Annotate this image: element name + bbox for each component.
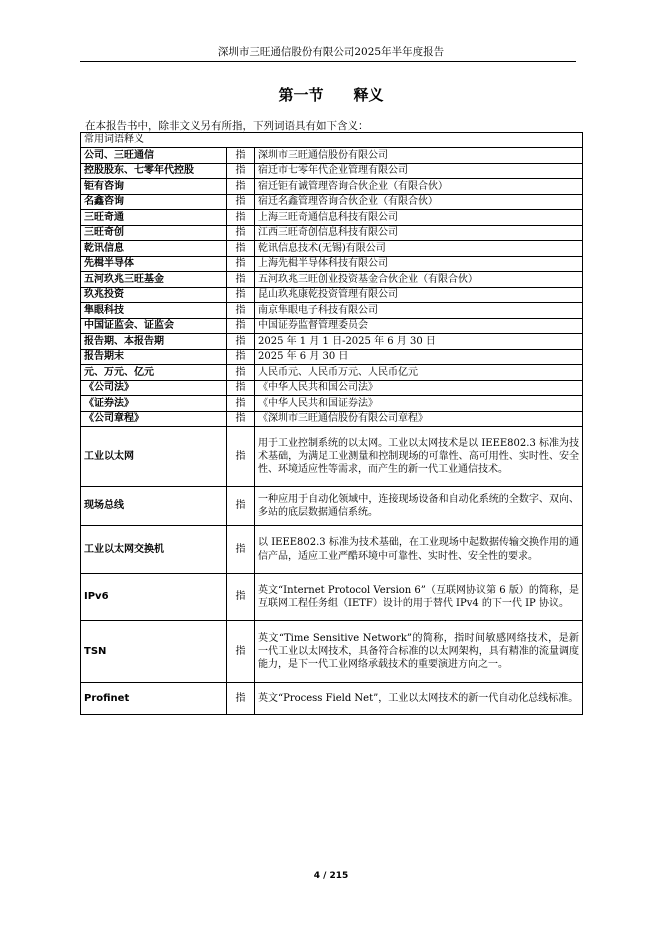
definition-cell: 宿迁市七零年代企业管理有限公司 bbox=[255, 163, 583, 179]
refers-cell: 指 bbox=[227, 349, 255, 365]
refers-cell: 指 bbox=[227, 303, 255, 319]
term-cell: 工业以太网交换机 bbox=[81, 526, 227, 574]
term-cell: 《公司法》 bbox=[81, 380, 227, 396]
term-cell: 现场总线 bbox=[81, 487, 227, 526]
table-row bbox=[81, 163, 583, 179]
definition-cell: 《中华人民共和国公司法》 bbox=[255, 380, 583, 396]
term-cell: 名鑫咨询 bbox=[81, 194, 227, 210]
table-row bbox=[81, 225, 583, 241]
table-row bbox=[81, 621, 583, 683]
running-header: 深圳市三旺通信股份有限公司2025年半年度报告 bbox=[217, 46, 445, 58]
definition-cell: 乾讯信息技术(无锡)有限公司 bbox=[255, 241, 583, 257]
refers-cell: 指 bbox=[227, 574, 255, 621]
table-row bbox=[81, 256, 583, 272]
refers-cell: 指 bbox=[227, 621, 255, 683]
table-row bbox=[81, 411, 583, 427]
refers-cell: 指 bbox=[227, 287, 255, 303]
definition-cell: 宿迁名鑫管理咨询合伙企业（有限合伙） bbox=[255, 194, 583, 210]
definition-cell: 英文“Process Field Net”，工业以太网技术的新一代自动化总线标准。 bbox=[255, 683, 583, 715]
refers-cell: 指 bbox=[227, 396, 255, 412]
definition-cell: 2025 年 1 月 1 日-2025 年 6 月 30 日 bbox=[255, 334, 583, 350]
section-number: 第一节 bbox=[278, 86, 324, 104]
term-cell: 玖兆投资 bbox=[81, 287, 227, 303]
term-cell: 五河玖兆三旺基金 bbox=[81, 272, 227, 288]
term-cell: 中国证监会、证监会 bbox=[81, 318, 227, 334]
definition-cell: 《中华人民共和国证券法》 bbox=[255, 396, 583, 412]
refers-cell: 指 bbox=[227, 194, 255, 210]
definition-cell: 宿迁钜有诚管理咨询合伙企业（有限合伙） bbox=[255, 179, 583, 195]
definition-cell: 江西三旺奇创信息科技有限公司 bbox=[255, 225, 583, 241]
refers-cell: 指 bbox=[227, 256, 255, 272]
definition-cell: 一种应用于自动化领域中，连接现场设备和自动化系统的全数字、双向、多站的底层数据通信系统。 bbox=[255, 487, 583, 526]
table-row bbox=[81, 526, 583, 574]
definition-cell: 2025 年 6 月 30 日 bbox=[255, 349, 583, 365]
refers-cell: 指 bbox=[227, 380, 255, 396]
definition-cell: 以 IEEE802.3 标准为技术基础，在工业现场中起数据传输交换作用的通信产品，适应工业严酷环境中可靠性、实时性、安全性的要求。 bbox=[255, 526, 583, 574]
definition-cell: 昆山玖兆康乾投资管理有限公司 bbox=[255, 287, 583, 303]
refers-cell: 指 bbox=[227, 179, 255, 195]
refers-cell: 指 bbox=[227, 487, 255, 526]
term-cell: TSN bbox=[81, 621, 227, 683]
table-row bbox=[81, 272, 583, 288]
definition-cell: 五河玖兆三旺创业投资基金合伙企业（有限合伙） bbox=[255, 272, 583, 288]
term-cell: 隼眼科技 bbox=[81, 303, 227, 319]
definition-cell: 上海三旺奇通信息科技有限公司 bbox=[255, 210, 583, 226]
refers-cell: 指 bbox=[227, 411, 255, 427]
table-row bbox=[81, 148, 583, 164]
term-cell: 报告期、本报告期 bbox=[81, 334, 227, 350]
definition-cell: 中国证券监督管理委员会 bbox=[255, 318, 583, 334]
table-row bbox=[81, 380, 583, 396]
definition-cell: 上海先楫半导体科技有限公司 bbox=[255, 256, 583, 272]
term-cell: 三旺奇创 bbox=[81, 225, 227, 241]
term-cell: 钜有咨询 bbox=[81, 179, 227, 195]
term-cell: 乾讯信息 bbox=[81, 241, 227, 257]
table-row bbox=[81, 349, 583, 365]
term-cell: 《公司章程》 bbox=[81, 411, 227, 427]
table-row bbox=[81, 287, 583, 303]
refers-cell: 指 bbox=[227, 683, 255, 715]
table-row bbox=[81, 683, 583, 715]
table-caption-row bbox=[81, 133, 583, 148]
term-cell: 三旺奇通 bbox=[81, 210, 227, 226]
definition-cell: 英文“Internet Protocol Version 6”（互联网协议第 6 版）的简称，是互联网工程任务组（IETF）设计的用于替代 IPv4 的下一代 IP 协议。 bbox=[255, 574, 583, 621]
table-row bbox=[81, 427, 583, 487]
table-row bbox=[81, 194, 583, 210]
term-cell: 工业以太网 bbox=[81, 427, 227, 487]
table-row bbox=[81, 241, 583, 257]
definition-cell: 英文“Time Sensitive Network”的简称，指时间敏感网络技术，是新一代工业以太网技术，具备符合标准的以太网架构，具有精准的流量调度能力，是下一代工业网络承载技术的重要演进方向之一。 bbox=[255, 621, 583, 683]
refers-cell: 指 bbox=[227, 148, 255, 164]
definition-cell: 用于工业控制系统的以太网。工业以太网技术是以 IEEE802.3 标准为技术基础，为满足工业测量和控制现场的可靠性、高可用性、实时性、安全性、环境适应性等需求，而产生的新一代工业通信技术。 bbox=[255, 427, 583, 487]
refers-cell: 指 bbox=[227, 163, 255, 179]
term-cell: Profinet bbox=[81, 683, 227, 715]
term-cell: IPv6 bbox=[81, 574, 227, 621]
table-row bbox=[81, 574, 583, 621]
section-name: 释义 bbox=[353, 86, 384, 104]
definition-cell: 南京隼眼电子科技有限公司 bbox=[255, 303, 583, 319]
term-cell: 控股股东、七零年代控股 bbox=[81, 163, 227, 179]
refers-cell: 指 bbox=[227, 225, 255, 241]
table-row bbox=[81, 334, 583, 350]
refers-cell: 指 bbox=[227, 334, 255, 350]
definition-cell: 深圳市三旺通信股份有限公司 bbox=[255, 148, 583, 164]
table-row bbox=[81, 210, 583, 226]
refers-cell: 指 bbox=[227, 210, 255, 226]
refers-cell: 指 bbox=[227, 241, 255, 257]
definition-cell: 《深圳市三旺通信股份有限公司章程》 bbox=[255, 411, 583, 427]
term-cell: 报告期末 bbox=[81, 349, 227, 365]
header-rule bbox=[80, 61, 576, 62]
term-cell: 公司、三旺通信 bbox=[81, 148, 227, 164]
table-caption: 常用词语释义 bbox=[81, 133, 583, 148]
section-title bbox=[0, 84, 662, 105]
refers-cell: 指 bbox=[227, 272, 255, 288]
refers-cell: 指 bbox=[227, 526, 255, 574]
definition-cell: 人民币元、人民币万元、人民币亿元 bbox=[255, 365, 583, 381]
term-cell: 《证券法》 bbox=[81, 396, 227, 412]
refers-cell: 指 bbox=[227, 427, 255, 487]
table-row bbox=[81, 487, 583, 526]
term-cell: 先楫半导体 bbox=[81, 256, 227, 272]
table-row bbox=[81, 396, 583, 412]
table-row bbox=[81, 365, 583, 381]
table-row bbox=[81, 179, 583, 195]
refers-cell: 指 bbox=[227, 365, 255, 381]
term-cell: 元、万元、亿元 bbox=[81, 365, 227, 381]
page-number: 4 / 215 bbox=[313, 871, 349, 881]
table-row bbox=[81, 318, 583, 334]
glossary-table bbox=[80, 132, 583, 715]
refers-cell: 指 bbox=[227, 318, 255, 334]
table-row bbox=[81, 303, 583, 319]
intro-text: 在本报告书中，除非文义另有所指，下列词语具有如下含义： bbox=[85, 120, 369, 132]
